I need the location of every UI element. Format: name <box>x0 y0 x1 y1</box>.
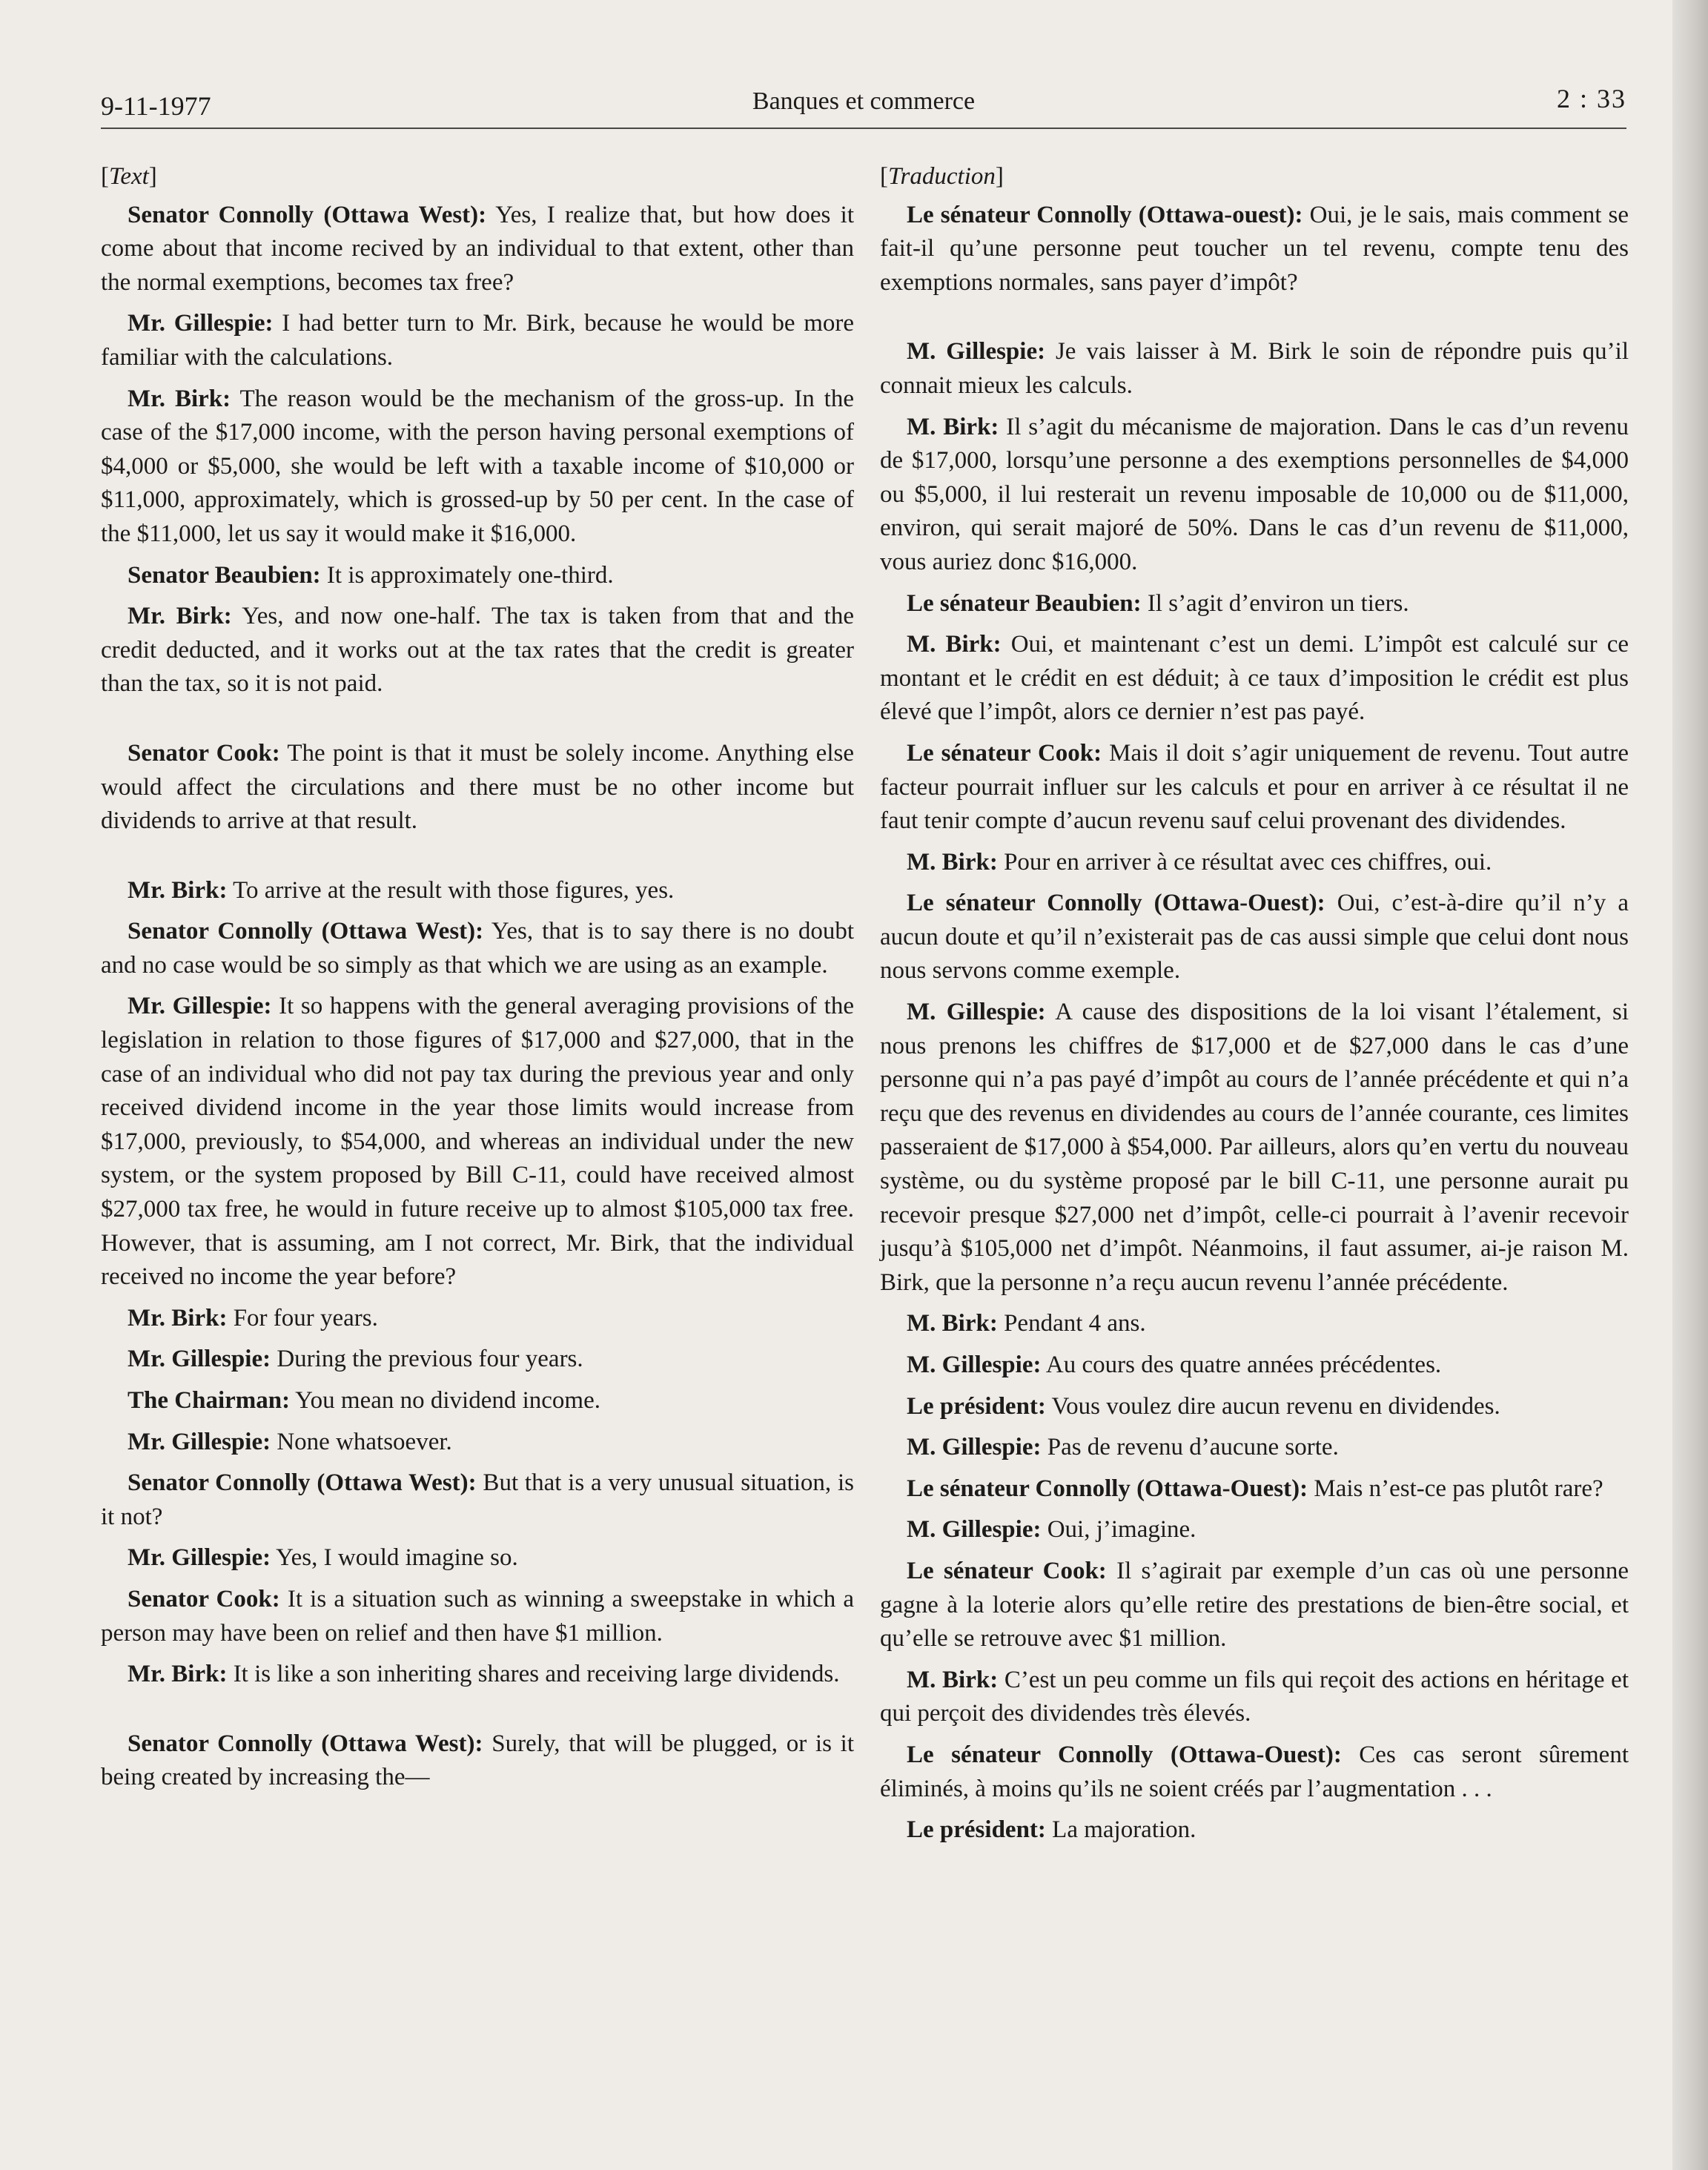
speaker-name: Le sénateur Connolly (Ottawa-Ouest): <box>907 890 1325 917</box>
transcript-paragraph <box>880 628 1629 730</box>
speaker-name: Senator Connolly (Ottawa West): <box>128 918 484 945</box>
speech-text: Mais n’est-ce pas plutôt rare? <box>1308 1475 1603 1502</box>
transcript-paragraph <box>880 1431 1629 1465</box>
transcript-paragraph <box>880 1813 1629 1848</box>
transcript-paragraph <box>880 1349 1629 1383</box>
speaker-name: Le président: <box>907 1392 1046 1420</box>
speech-text: Vous voulez dire aucun revenu en dividendes. <box>1045 1392 1500 1420</box>
speaker-name: The Chairman: <box>128 1387 291 1414</box>
speaker-name: M. Gillespie: <box>907 1352 1042 1378</box>
speaker-name: Mr. Birk: <box>128 1304 228 1332</box>
speaker-name: Le sénateur Cook: <box>907 739 1102 767</box>
speaker-name: Mr. Birk: <box>128 1661 228 1688</box>
transcript-paragraph <box>880 887 1629 988</box>
transcript-paragraph <box>880 1513 1629 1547</box>
speech-text: Yes, and now one-half. The tax is taken from that and the credit deducted, and it works out at the tax rates that the credit is greater than the tax, so it is not paid. <box>101 603 854 698</box>
transcript-paragraph <box>101 383 854 552</box>
speech-text: Yes, I would imagine so. <box>271 1544 518 1572</box>
transcript-paragraph <box>101 1583 854 1650</box>
speaker-name: Mr. Gillespie: <box>128 1346 271 1373</box>
speaker-name: M. Gillespie: <box>907 1516 1042 1544</box>
right-column-french <box>880 160 1629 1855</box>
page-number: 2 : 33 <box>1556 84 1626 113</box>
speaker-name: M. Birk: <box>907 631 1002 658</box>
paragraph-gap <box>101 846 854 874</box>
speech-text: But that is a very unusual situation, is it not? <box>101 1469 854 1530</box>
transcript-paragraph <box>101 199 854 300</box>
transcript-paragraph <box>880 1307 1629 1341</box>
speech-text: A cause des dispositions de la loi visant l’étalement, si nous prenons les chiffres de $17,000 et de $27,000 dans le cas d’une personne qui n’a pas payé d’impôt au cours de l’année précédente et qui n’a reçu que des revenus en dividendes au cours de l’année courante, ces limites passeraient de $17,000 à $54,000. Par ailleurs, alors qu’en vertu du nouveau système, ou du système proposé par le bill C-11, une personne aurait pu recevoir presque $27,000 net d’impôt, celle-ci pourrait à l’avenir recevoir jusqu’à $105,000 net d’impôt. Néanmoins, il faut assumer, ai-je raison M. Birk, que la personne n’a reçu aucun revenu l’année précédente. <box>880 999 1629 1296</box>
page-header <box>101 83 1626 129</box>
transcript-paragraph <box>101 737 854 838</box>
speech-text: Il s’agit d’environ un tiers. <box>1141 589 1409 617</box>
speaker-name: Mr. Gillespie: <box>128 1428 271 1455</box>
transcript-paragraph <box>101 1343 854 1377</box>
speech-text: Yes, that is to say there is no doubt and no case would be so simply as that which we are using as an example. <box>101 918 854 979</box>
speaker-name: M. Birk: <box>907 848 998 876</box>
speech-text: It is approximately one-third. <box>320 561 614 589</box>
header-date: 9-11-1977 <box>101 91 211 121</box>
transcript-paragraph <box>880 1390 1629 1424</box>
transcript-paragraph <box>880 1664 1629 1731</box>
transcript-paragraph <box>101 1302 854 1336</box>
transcript-paragraph <box>880 996 1629 1300</box>
speech-text: None whatsoever. <box>271 1428 452 1455</box>
speaker-name: Mr. Birk: <box>128 603 232 630</box>
speech-text: Il s’agirait par exemple d’un cas où une personne gagne à la loterie alors qu’elle retire des prestations de bien-être social, et qu’elle se retrouve avec $1 million. <box>880 1557 1629 1653</box>
speaker-name: M. Birk: <box>907 1666 999 1693</box>
speaker-name: Senator Beaubien: <box>128 561 321 589</box>
header-title: Banques et commerce <box>752 87 976 115</box>
speech-text: Oui, je le sais, mais comment se fait-il qu’une personne peut toucher un tel revenu, compte tenu des exemptions normales, sans payer d’impôt? <box>880 201 1629 296</box>
speech-text: Oui, c’est-à-dire qu’il n’y a aucun doute et qu’il n’existerait pas de cas aussi simple que celui dont nous nous servons comme exemple. <box>880 890 1629 985</box>
transcript-paragraph <box>101 1426 854 1460</box>
speech-text: It is a situation such as winning a sweepstake in which a person may have been on relief and then have $1 million. <box>101 1585 854 1647</box>
speaker-name: Le sénateur Connolly (Ottawa-Ouest): <box>907 1475 1308 1502</box>
language-tag-traduction: [Traduction] <box>880 163 1004 190</box>
speech-text: To arrive at the result with those figures, yes. <box>227 876 675 904</box>
speech-text: Ces cas seront sûrement éliminés, à moins qu’ils ne soient créés par l’augmentation . . . <box>880 1741 1629 1802</box>
transcript-paragraph <box>101 1384 854 1418</box>
speech-text: Au cours des quatre années précédentes. <box>1041 1352 1442 1378</box>
speaker-name: Mr. Gillespie: <box>128 310 274 337</box>
speech-text: C’est un peu comme un fils qui reçoit des actions en héritage et qui perçoit des dividendes très élevés. <box>880 1666 1629 1727</box>
page-binding-shadow <box>1672 0 1708 2170</box>
transcript-paragraph <box>880 1555 1629 1656</box>
speech-text: Oui, et maintenant c’est un demi. L’impôt est calculé sur ce montant et le crédit en est déduit; à ce taux d’imposition le crédit est plus élevé que l’impôt, alors ce dernier n’est pas payé. <box>880 631 1629 726</box>
speaker-name: Mr. Birk: <box>128 876 228 904</box>
transcript-paragraph <box>101 1541 854 1575</box>
left-column-english <box>101 160 854 1802</box>
speech-text: The reason would be the mechanism of the gross-up. In the case of the $17,000 income, with the person having personal exemptions of $4,000 or $5,000, she would be left with a taxable income of $10,000 or $11,000, approximately, which is grossed-up by 50 per cent. In the case of the $11,000, let us say it would make it $16,000. <box>101 385 855 547</box>
speech-text: Mais il doit s’agir uniquement de revenu. Tout autre facteur pourrait influer sur les calculs et pour en arriver à ce résultat il ne faut tenir compte d’aucun revenu sauf celui provenant des dividendes. <box>880 739 1629 835</box>
speaker-name: Le sénateur Connolly (Ottawa-ouest): <box>907 201 1303 228</box>
speech-text: Pas de revenu d’aucune sorte. <box>1041 1434 1339 1461</box>
speaker-name: Senator Cook: <box>128 1585 280 1612</box>
paragraph-gap <box>101 1699 854 1727</box>
transcript-paragraph <box>880 737 1629 838</box>
speech-text: Yes, I realize that, but how does it come about that income recived by an individual to that extent, other than the normal exemptions, becomes tax free? <box>101 201 854 296</box>
speech-text: La majoration. <box>1045 1816 1196 1844</box>
paragraph-gap <box>101 709 854 737</box>
speaker-name: Senator Cook: <box>128 739 280 767</box>
speech-text: You mean no dividend income. <box>290 1387 600 1414</box>
speaker-name: M. Birk: <box>907 413 999 440</box>
speech-text: During the previous four years. <box>271 1346 583 1373</box>
speaker-name: Le sénateur Connolly (Ottawa-Ouest): <box>907 1741 1342 1768</box>
speech-text: Pendant 4 ans. <box>997 1310 1146 1337</box>
speech-text: Pour en arriver à ce résultat avec ces chiffres, oui. <box>997 848 1492 876</box>
transcript-paragraph <box>101 1727 854 1795</box>
speaker-name: Senator Connolly (Ottawa West): <box>128 1469 477 1497</box>
speech-text: Je vais laisser à M. Birk le soin de répondre puis qu’il connait mieux les calculs. <box>880 338 1629 399</box>
speech-text: Oui, j’imagine. <box>1041 1516 1196 1544</box>
speaker-name: M. Gillespie: <box>907 999 1046 1026</box>
speaker-name: Mr. Gillespie: <box>128 993 272 1020</box>
speech-text: I had better turn to Mr. Birk, because he would be more familiar with the calculations. <box>101 310 854 371</box>
speaker-name: Senator Connolly (Ottawa West): <box>128 1730 483 1757</box>
speech-text: It is like a son inheriting shares and receiving large dividends. <box>227 1661 840 1688</box>
transcript-paragraph <box>880 846 1629 880</box>
speech-text: It so happens with the general averaging provisions of the legislation in relation to those figures of $17,000 and $27,000, that in the case of an individual who did not pay tax during the previous year and only received dividend income in the year those limits would increase from $17,000, previously, to $54,000, and whereas an individual under the new system, or the system proposed by Bill C-11, could have received almost $27,000 tax free, he would in future receive up to almost $105,000 tax free. However, that is assuming, am I not correct, Mr. Birk, that the individual received no income the year before? <box>101 993 854 1291</box>
transcript-paragraph <box>101 915 854 982</box>
transcript-paragraph <box>101 307 854 374</box>
paragraph-gap <box>880 307 1629 335</box>
speech-text: Surely, that will be plugged, or is it being created by increasing the— <box>101 1730 854 1791</box>
transcript-paragraph <box>880 199 1629 300</box>
speaker-name: Le sénateur Beaubien: <box>907 589 1142 617</box>
transcript-paragraph <box>880 411 1629 580</box>
transcript-paragraph <box>101 874 854 908</box>
transcript-paragraph <box>101 990 854 1294</box>
speaker-name: M. Gillespie: <box>907 1434 1042 1461</box>
speaker-name: Mr. Birk: <box>128 385 231 412</box>
speech-text: The point is that it must be solely income. Anything else would affect the circulations and there must be no other income but dividends to arrive at that result. <box>101 739 854 835</box>
speaker-name: M. Gillespie: <box>907 338 1046 365</box>
language-tag-text: [Text] <box>101 163 157 190</box>
transcript-paragraph <box>880 335 1629 403</box>
speaker-name: Le président: <box>907 1816 1046 1844</box>
speech-text: Il s’agit du mécanisme de majoration. Dans le cas d’un revenu de $17,000, lorsqu’une personne a des exemptions personnelles de $4,000 ou $5,000, il lui resterait un revenu imposable de 10,000 ou de $11,000, environ, qui serait majoré de 50%. Dans le cas d’un revenu de $11,000, vous auriez donc $16,000. <box>880 413 1629 575</box>
transcript-paragraph <box>880 1472 1629 1506</box>
transcript-paragraph <box>101 600 854 701</box>
transcript-paragraph <box>880 1739 1629 1806</box>
transcript-paragraph <box>880 587 1629 621</box>
speaker-name: Senator Connolly (Ottawa West): <box>128 201 487 228</box>
speaker-name: Mr. Gillespie: <box>128 1544 271 1572</box>
transcript-paragraph <box>101 1658 854 1692</box>
speaker-name: M. Birk: <box>907 1310 998 1337</box>
speaker-name: Le sénateur Cook: <box>907 1557 1107 1584</box>
transcript-paragraph <box>101 1466 854 1534</box>
speech-text: For four years. <box>227 1304 378 1332</box>
transcript-paragraph <box>101 559 854 593</box>
